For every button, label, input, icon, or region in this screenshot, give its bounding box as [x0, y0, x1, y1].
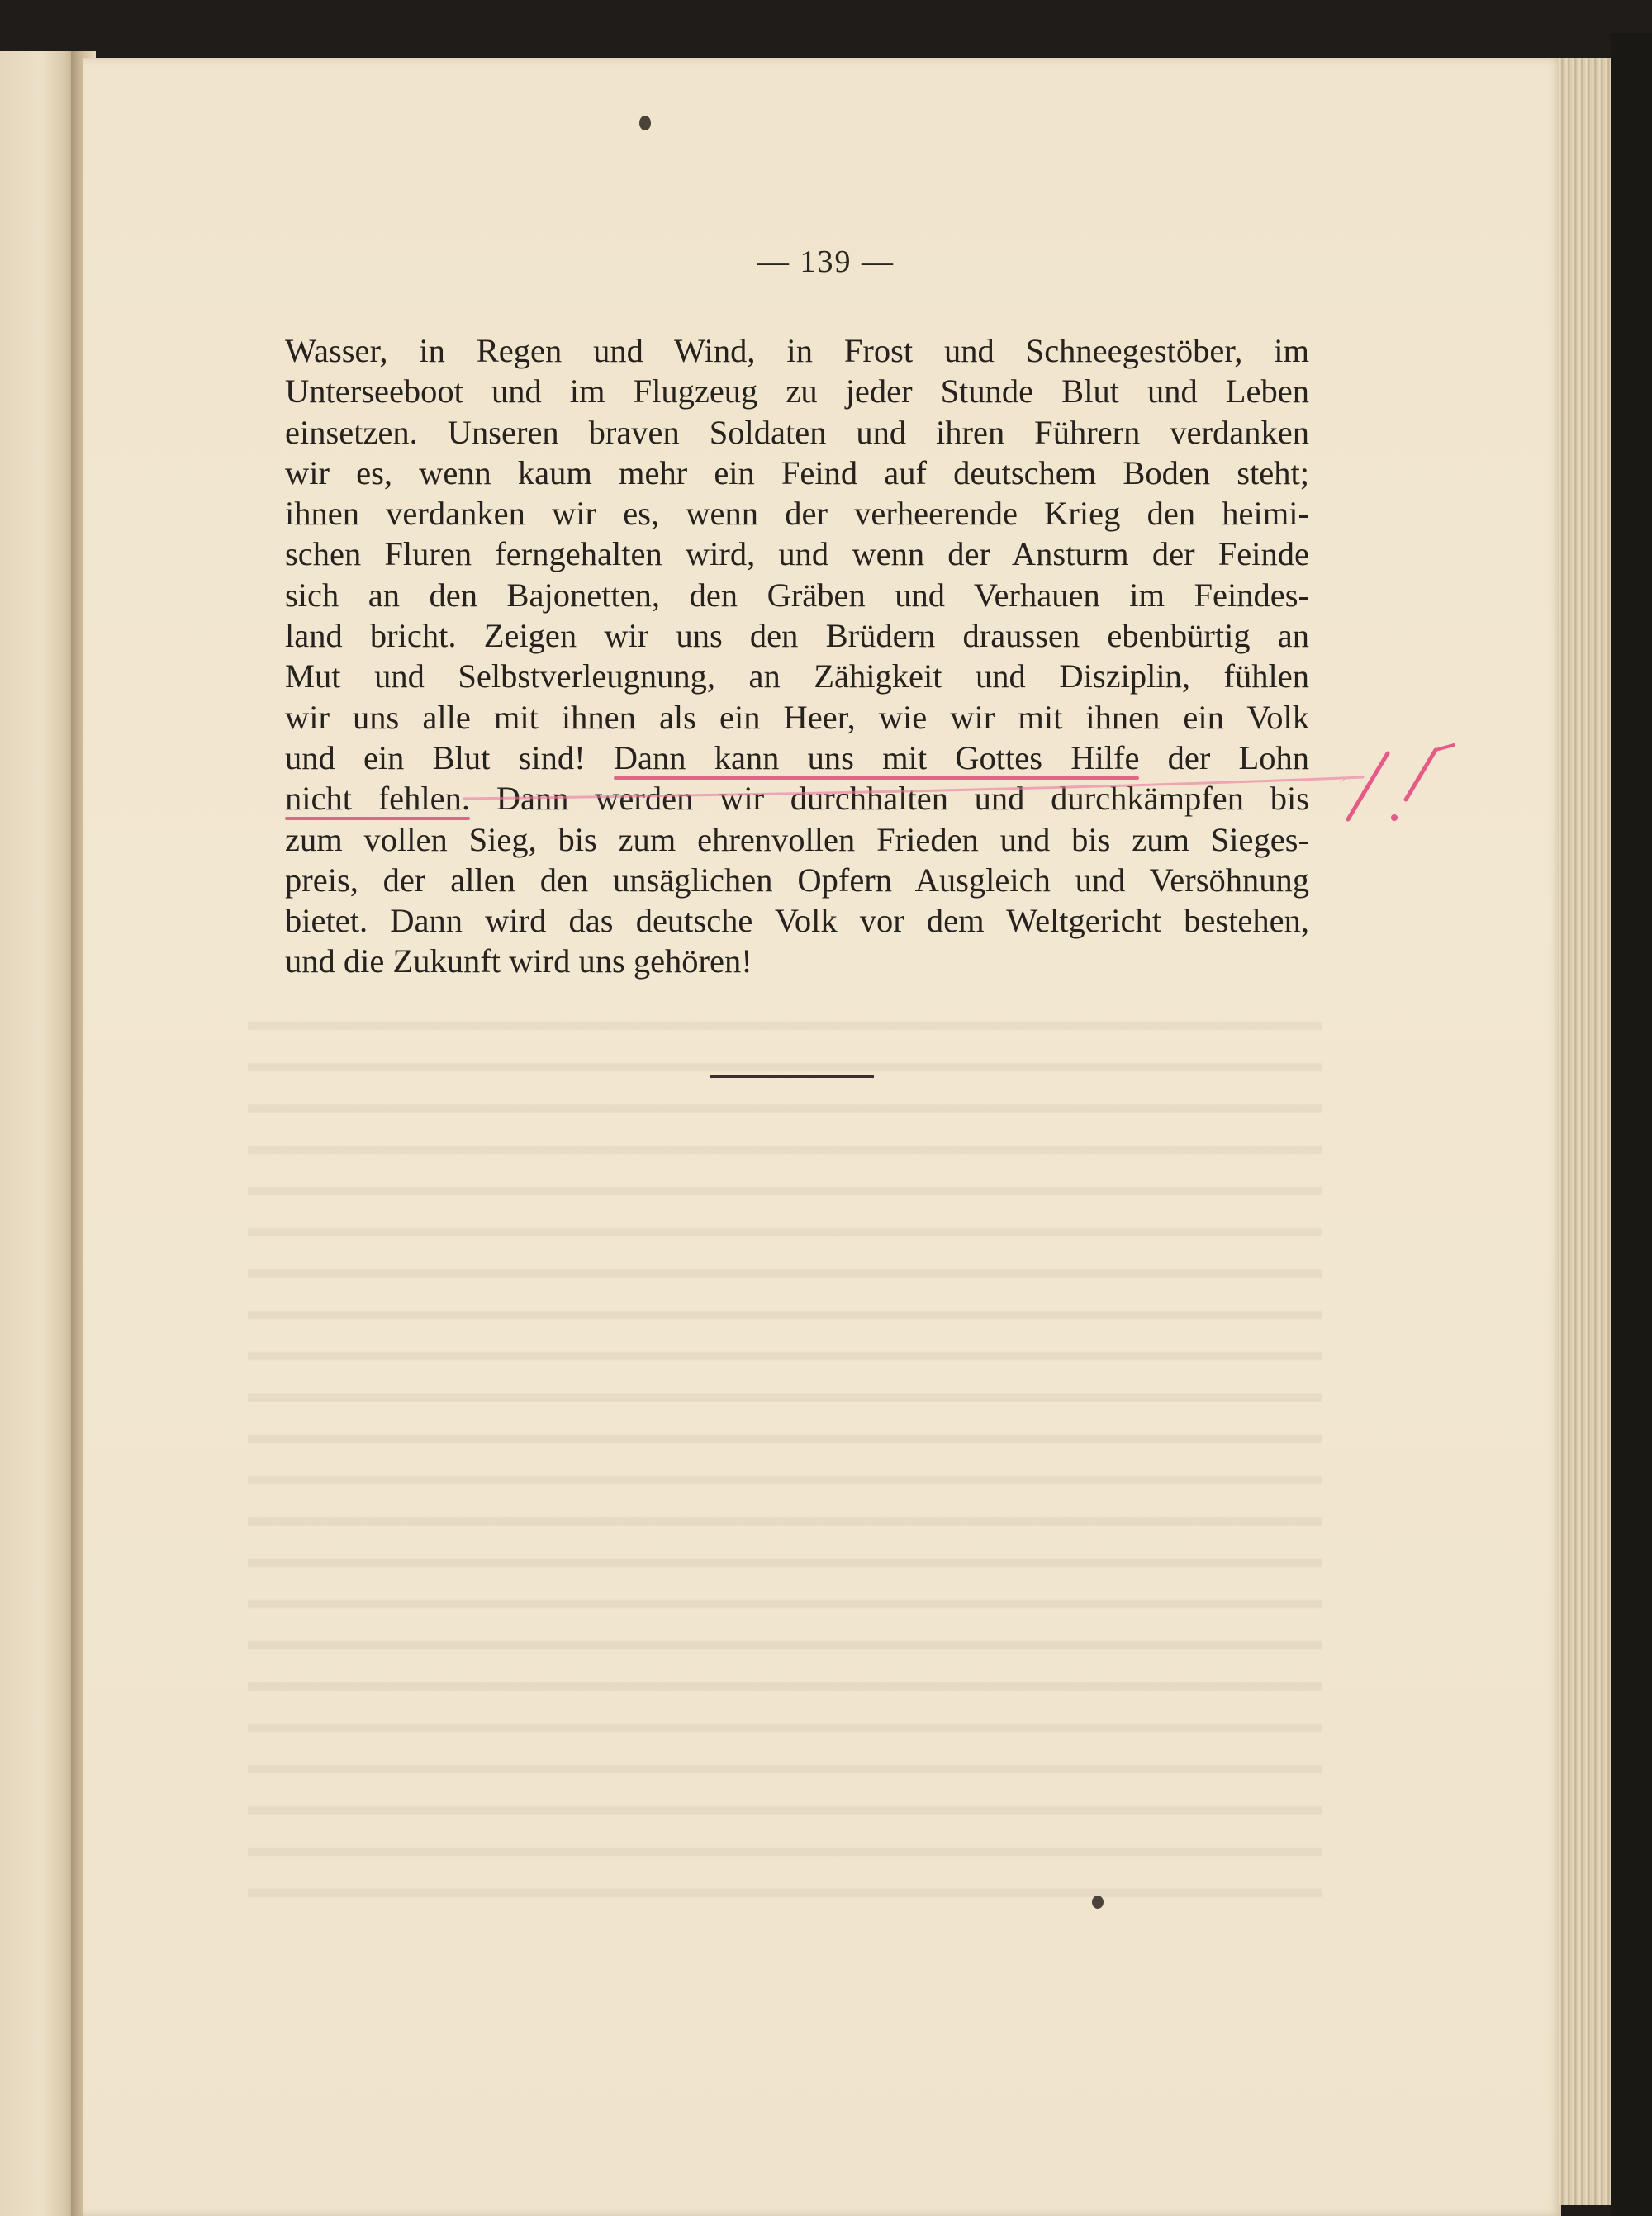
text-line: schen Fluren ferngehalten wird, und wenn der Ansturm der Feinde [285, 535, 1309, 573]
underlined-passage: Dann kann uns mit Gottes Hilfe [613, 738, 1140, 776]
body-text [285, 330, 1309, 982]
text-segment: und ein Blut sind! [285, 738, 614, 776]
highlight-sweep [463, 772, 1371, 805]
text-line: zum vollen Sieg, bis zum ehrenvollen Frieden und bis zum Sieges- [285, 820, 1309, 858]
text-segment: Dann werden wir durchhalten und durchkämpfen bis [470, 780, 1310, 818]
facing-page-edge [0, 51, 76, 2216]
section-end-rule [710, 1075, 874, 1078]
underlined-passage: nicht fehlen. [285, 780, 471, 818]
text-line: Mut und Selbstverleugnung, an Zähigkeit und Disziplin, fühlen [285, 657, 1309, 695]
text-line: Unterseeboot und im Flugzeug zu jeder Stunde Blut und Leben [285, 372, 1309, 410]
text-line: bietet. Dann wird das deutsche Volk vor dem Weltgericht bestehen, [285, 902, 1309, 940]
bleed-through-texture [248, 999, 1322, 1908]
text-line: Wasser, in Regen und Wind, in Frost und Schneegestöber, im [285, 332, 1309, 369]
text-segment: der Lohn [1139, 738, 1310, 776]
page-number: — 139 — [757, 244, 895, 279]
speck [1092, 1896, 1104, 1909]
text-line: sich an den Bajonetten, den Gräben und Verhauen im Feindes- [285, 576, 1309, 614]
text-line: ihnen verdanken wir es, wenn der verheerende Krieg den heimi- [285, 495, 1309, 533]
text-line: preis, der allen den unsäglichen Opfern Ausgleich und Versöhnung [285, 861, 1309, 899]
page-edges-stack [1558, 58, 1613, 2205]
scan-border-right [1611, 33, 1652, 2216]
text-line: einsetzen. Unseren braven Soldaten und ihren Führern verdanken [285, 413, 1309, 451]
speck [639, 116, 651, 130]
text-line: wir uns alle mit ihnen als ein Heer, wie wir mit ihnen ein Volk [285, 698, 1309, 736]
text-line: land bricht. Zeigen wir uns den Brüdern draussen ebenbürtig an [285, 617, 1309, 655]
text-line: wir es, wenn kaum mehr ein Feind auf deutschem Boden steht; [285, 453, 1309, 491]
text-line-last: und die Zukunft wird uns gehören! [285, 942, 752, 980]
